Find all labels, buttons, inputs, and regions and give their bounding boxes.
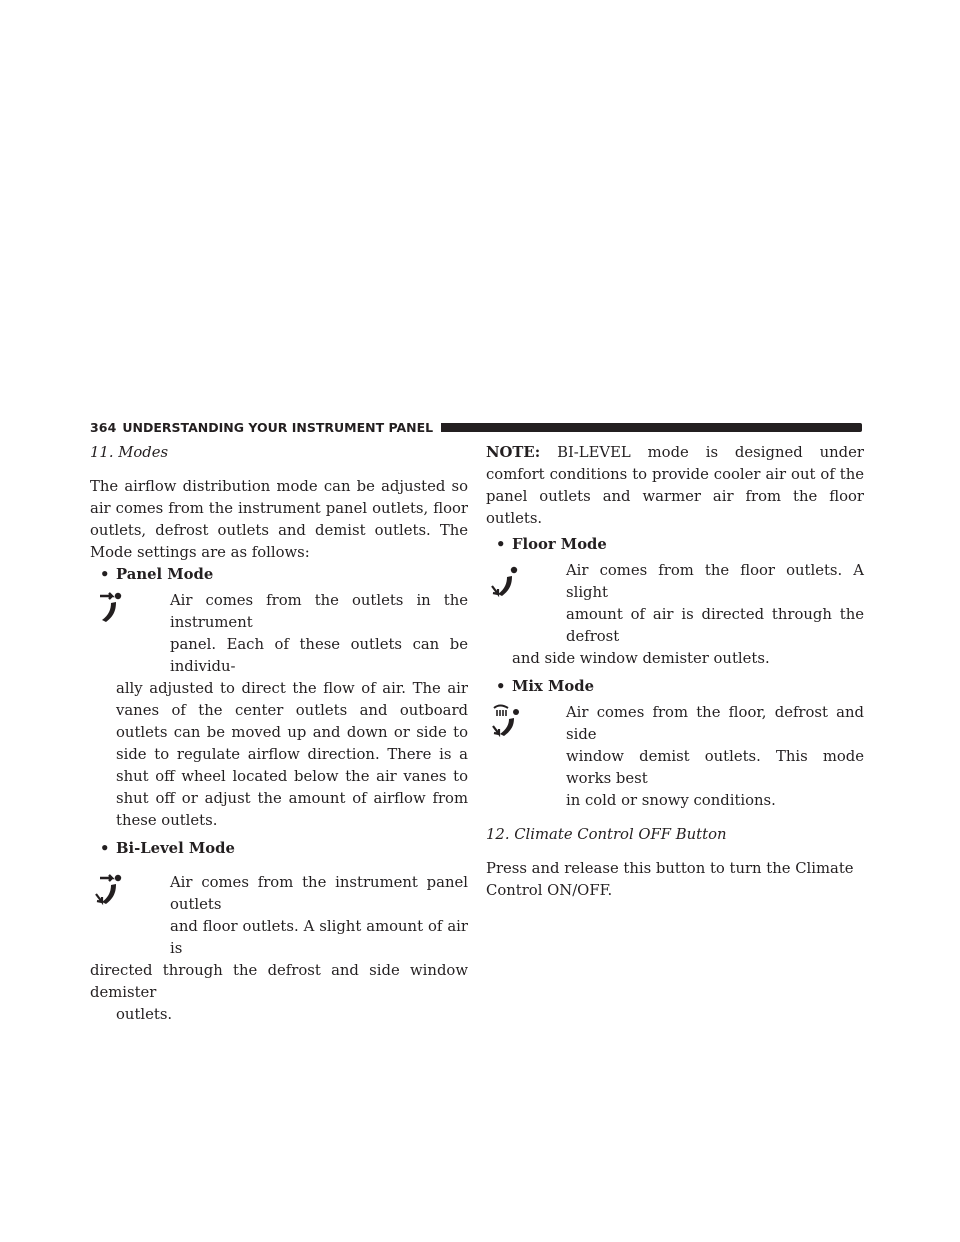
mix-mode-icon bbox=[490, 702, 524, 742]
left-column bbox=[90, 442, 468, 1026]
mix-mode-label: Mix Mode bbox=[512, 678, 594, 695]
mix-mode-block bbox=[486, 702, 864, 812]
modes-intro: The airflow distribution mode can be adjusted so air comes from the instrument panel outlets, floor outlets, defrost outlets and demist outlets. The Mode settings are as follows: bbox=[90, 478, 468, 561]
floor-mode-line3: and side window demister outlets. bbox=[512, 650, 770, 667]
panel-mode-block bbox=[90, 590, 468, 832]
bilevel-mode-heading: • Bi-Level Mode bbox=[90, 838, 468, 860]
panel-mode-rest: ally adjusted to direct the flow of air. The air vanes of the center outlets and outboard outlets can be moved up and down or side to side to regulate airflow direction. There is a shut off wheel located below the air vanes to shut off or adjust the amount of airflow from these outlets. bbox=[116, 680, 468, 829]
floor-mode-line2: amount of air is directed through the defrost bbox=[566, 606, 864, 645]
page-number: 364 bbox=[90, 419, 117, 435]
floor-mode-icon bbox=[490, 566, 524, 606]
bilevel-mode-line2: and floor outlets. A slight amount of air is bbox=[170, 918, 468, 957]
note-label: NOTE: bbox=[486, 444, 541, 461]
panel-mode-label: Panel Mode bbox=[116, 566, 214, 583]
mix-mode-line3: in cold or snowy conditions. bbox=[566, 792, 776, 809]
panel-mode-icon bbox=[94, 590, 128, 630]
floor-mode-block bbox=[486, 560, 864, 670]
floor-mode-label: Floor Mode bbox=[512, 536, 607, 553]
bilevel-mode-line1: Air comes from the instrument panel outlets bbox=[170, 874, 468, 913]
floor-mode-line1: Air comes from the floor outlets. A slight bbox=[566, 562, 864, 601]
floor-mode-heading: • Floor Mode bbox=[486, 534, 864, 556]
right-column bbox=[486, 442, 864, 902]
panel-mode-line1: Air comes from the outlets in the instrument bbox=[170, 592, 468, 631]
header-rule bbox=[441, 423, 862, 432]
bilevel-mode-block bbox=[90, 872, 468, 1026]
bi-level-mode-icon bbox=[94, 872, 128, 912]
note-paragraph bbox=[486, 442, 864, 530]
page-header bbox=[90, 418, 862, 436]
panel-mode-heading: • Panel Mode bbox=[90, 564, 468, 586]
section-title-climate-off: 12. Climate Control OFF Button bbox=[486, 826, 727, 843]
mix-mode-line2: window demist outlets. This mode works best bbox=[566, 748, 864, 787]
bilevel-mode-line3: directed through the defrost and side window demister bbox=[90, 962, 468, 1001]
bilevel-mode-line4: outlets. bbox=[116, 1006, 173, 1023]
mix-mode-line1: Air comes from the floor, defrost and side bbox=[566, 704, 864, 743]
chapter-title: UNDERSTANDING YOUR INSTRUMENT PANEL bbox=[122, 419, 434, 435]
mix-mode-heading: • Mix Mode bbox=[486, 676, 864, 698]
note-text: BI-LEVEL mode is designed under comfort conditions to provide cooler air out of the panel outlets and warmer air from the floor outlets. bbox=[486, 444, 864, 527]
bilevel-mode-label: Bi-Level Mode bbox=[116, 840, 235, 857]
climate-off-body: Press and release this button to turn the Climate Control ON/OFF. bbox=[486, 860, 854, 899]
section-title-modes: 11. Modes bbox=[90, 444, 169, 461]
panel-mode-line2: panel. Each of these outlets can be individu- bbox=[170, 636, 468, 675]
